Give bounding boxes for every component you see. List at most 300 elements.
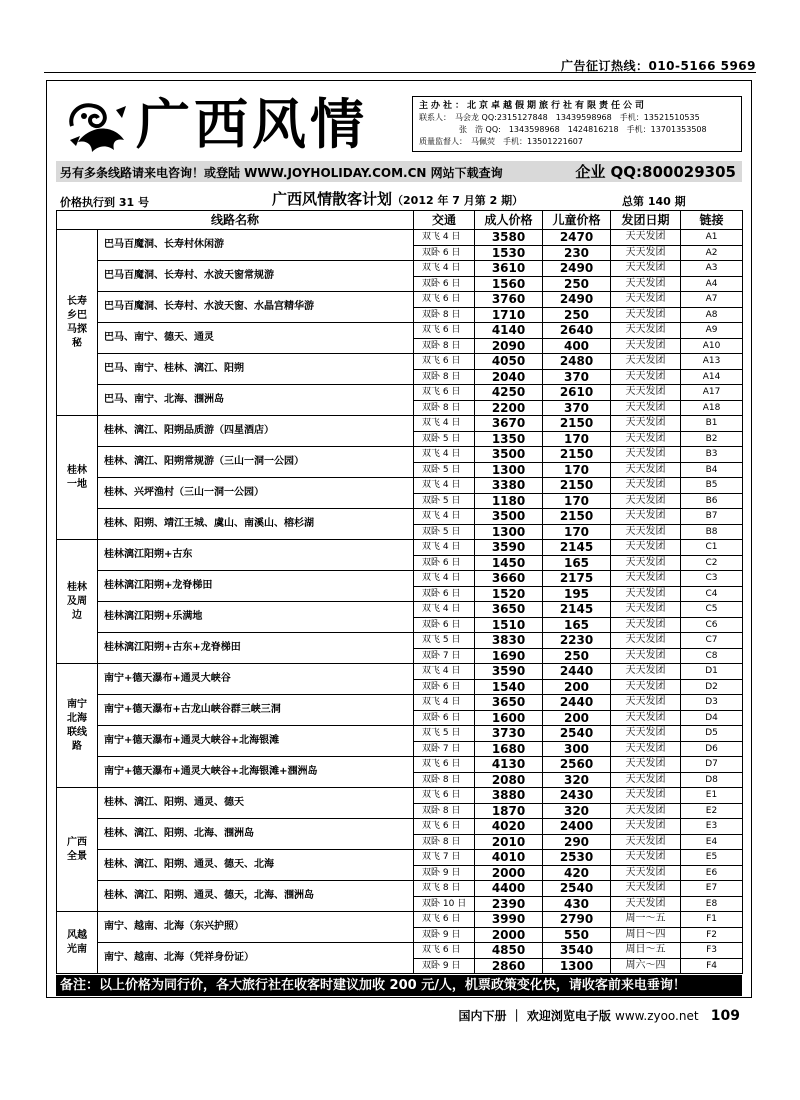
departure-date: 天天发团 xyxy=(611,571,681,587)
link-code: C3 xyxy=(681,571,743,587)
transport-cell: 双飞 6 日 xyxy=(414,385,475,401)
child-price: 420 xyxy=(543,865,611,881)
departure-date: 天天发团 xyxy=(611,834,681,850)
notice-bar: 备注：以上价格为同行价，各大旅行社在收客时建议加收 200 元/人，机票政策变化快，请收客前来电垂询！ xyxy=(56,975,742,996)
adult-price: 2080 xyxy=(475,772,543,788)
adult-price: 3580 xyxy=(475,230,543,246)
ad-hotline: 广告征订热线：010-5166 5969 xyxy=(560,59,756,73)
departure-date: 天天发团 xyxy=(611,803,681,819)
adult-price: 4050 xyxy=(475,354,543,370)
table-header-row xyxy=(57,211,743,230)
route-name: 桂林、阳朔、靖江王城、虞山、南溪山、榕杉湖 xyxy=(98,509,414,540)
child-price: 1300 xyxy=(543,958,611,974)
header-adult: 成人价格 xyxy=(475,211,543,230)
child-price: 230 xyxy=(543,245,611,261)
child-price: 2440 xyxy=(543,664,611,680)
adult-price: 2040 xyxy=(475,369,543,385)
publisher-org: 主办社：北京卓越假期旅行社有限责任公司 xyxy=(419,101,648,111)
route-name: 桂林漓江阳朔+古东 xyxy=(98,540,414,571)
departure-date: 天天发团 xyxy=(611,788,681,804)
child-price: 170 xyxy=(543,462,611,478)
transport-cell: 双飞 6 日 xyxy=(414,757,475,773)
adult-price: 3500 xyxy=(475,509,543,525)
child-price: 400 xyxy=(543,338,611,354)
child-price: 200 xyxy=(543,679,611,695)
transport-cell: 双卧 6 日 xyxy=(414,710,475,726)
departure-date: 天天发团 xyxy=(611,710,681,726)
departure-date: 天天发团 xyxy=(611,741,681,757)
table-row xyxy=(57,943,743,959)
link-code: D1 xyxy=(681,664,743,680)
link-code: A7 xyxy=(681,292,743,308)
table-row xyxy=(57,323,743,339)
link-code: B2 xyxy=(681,431,743,447)
adult-price: 3880 xyxy=(475,788,543,804)
route-name: 桂林、漓江、阳朔、北海、涠洲岛 xyxy=(98,819,414,850)
route-name: 桂林、漓江、阳朔品质游（四星酒店） xyxy=(98,416,414,447)
region-label xyxy=(57,416,98,540)
departure-date: 天天发团 xyxy=(611,555,681,571)
adult-price: 3590 xyxy=(475,540,543,556)
child-price: 2150 xyxy=(543,478,611,494)
link-code: F1 xyxy=(681,912,743,928)
region-label xyxy=(57,912,98,974)
link-code: F4 xyxy=(681,958,743,974)
route-name: 巴马百魔洞、长寿村、水波天窗、水晶宫精华游 xyxy=(98,292,414,323)
child-price: 165 xyxy=(543,617,611,633)
transport-cell: 双卧 5 日 xyxy=(414,524,475,540)
table-row xyxy=(57,633,743,649)
link-code: D2 xyxy=(681,679,743,695)
adult-price: 2090 xyxy=(475,338,543,354)
table-row xyxy=(57,695,743,711)
header-code: 链接 xyxy=(681,211,743,230)
transport-cell: 双卧 6 日 xyxy=(414,617,475,633)
link-code: D7 xyxy=(681,757,743,773)
transport-cell: 双卧 8 日 xyxy=(414,338,475,354)
adult-price: 1690 xyxy=(475,648,543,664)
adult-price: 1530 xyxy=(475,245,543,261)
route-name: 巴马、南宁、桂林、漓江、阳朔 xyxy=(98,354,414,385)
adult-price: 3660 xyxy=(475,571,543,587)
link-code: D3 xyxy=(681,695,743,711)
adult-price: 2200 xyxy=(475,400,543,416)
departure-date: 天天发团 xyxy=(611,478,681,494)
link-code: F2 xyxy=(681,927,743,943)
child-price: 290 xyxy=(543,834,611,850)
link-code: C5 xyxy=(681,602,743,618)
link-code: B7 xyxy=(681,509,743,525)
child-price: 2430 xyxy=(543,788,611,804)
price-validity: 价格执行到 31 号 xyxy=(60,196,149,209)
transport-cell: 双卧 9 日 xyxy=(414,958,475,974)
region-label-text: 广西全景 xyxy=(67,836,87,862)
child-price: 550 xyxy=(543,927,611,943)
departure-date: 天天发团 xyxy=(611,850,681,866)
transport-cell: 双卧 6 日 xyxy=(414,555,475,571)
region-label-text: 桂林一地 xyxy=(67,464,87,490)
child-price: 2640 xyxy=(543,323,611,339)
link-code: D8 xyxy=(681,772,743,788)
link-code: C7 xyxy=(681,633,743,649)
link-code: E5 xyxy=(681,850,743,866)
table-row xyxy=(57,292,743,308)
plan-subheader xyxy=(56,186,742,210)
adult-price: 4140 xyxy=(475,323,543,339)
promo-bar xyxy=(56,161,742,182)
issue-label: （2012 年 7 月第 2 期） xyxy=(392,194,524,207)
transport-cell: 双飞 4 日 xyxy=(414,230,475,246)
adult-price: 4850 xyxy=(475,943,543,959)
child-price: 320 xyxy=(543,803,611,819)
departure-date: 天天发团 xyxy=(611,400,681,416)
transport-cell: 双卧 8 日 xyxy=(414,803,475,819)
departure-date: 天天发团 xyxy=(611,261,681,277)
transport-cell: 双飞 6 日 xyxy=(414,819,475,835)
adult-price: 4020 xyxy=(475,819,543,835)
child-price: 2540 xyxy=(543,881,611,897)
departure-date: 天天发团 xyxy=(611,819,681,835)
child-price: 2480 xyxy=(543,354,611,370)
departure-date: 天天发团 xyxy=(611,447,681,463)
child-price: 250 xyxy=(543,276,611,292)
route-name: 南宁、越南、北海（东兴护照） xyxy=(98,912,414,943)
adult-price: 3650 xyxy=(475,695,543,711)
transport-cell: 双卧 6 日 xyxy=(414,245,475,261)
child-price: 250 xyxy=(543,307,611,323)
transport-cell: 双飞 4 日 xyxy=(414,571,475,587)
route-name: 桂林、漓江、阳朔、通灵、德天 xyxy=(98,788,414,819)
transport-cell: 双卧 7 日 xyxy=(414,741,475,757)
transport-cell: 双卧 8 日 xyxy=(414,369,475,385)
transport-cell: 双飞 8 日 xyxy=(414,881,475,897)
adult-price: 3730 xyxy=(475,726,543,742)
departure-date: 天天发团 xyxy=(611,245,681,261)
transport-cell: 双飞 6 日 xyxy=(414,912,475,928)
transport-cell: 双飞 6 日 xyxy=(414,354,475,370)
departure-date: 天天发团 xyxy=(611,493,681,509)
header-child: 儿童价格 xyxy=(543,211,611,230)
adult-price: 4400 xyxy=(475,881,543,897)
child-price: 195 xyxy=(543,586,611,602)
transport-cell: 双卧 8 日 xyxy=(414,400,475,416)
child-price: 170 xyxy=(543,493,611,509)
promo-text: 另有多条线路请来电咨询！或登陆 WWW.JOYHOLIDAY.COM.CN 网站下载查询 xyxy=(60,166,503,180)
header-date: 发团日期 xyxy=(611,211,681,230)
child-price: 2560 xyxy=(543,757,611,773)
route-name: 南宁+德天瀑布+古龙山峡谷群三峡三洞 xyxy=(98,695,414,726)
departure-date: 天天发团 xyxy=(611,896,681,912)
transport-cell: 双飞 4 日 xyxy=(414,664,475,680)
plan-title-text: 广西风情散客计划 xyxy=(272,190,393,208)
route-name: 巴马百魔洞、长寿村休闲游 xyxy=(98,230,414,261)
child-price: 2150 xyxy=(543,416,611,432)
departure-date: 天天发团 xyxy=(611,695,681,711)
header-route: 线路名称 xyxy=(57,211,414,230)
region-label-text: 南宁北海联线路 xyxy=(67,698,87,752)
child-price: 2150 xyxy=(543,447,611,463)
region-label xyxy=(57,230,98,416)
region-label-text: 风越光南 xyxy=(67,929,87,955)
transport-cell: 双卧 6 日 xyxy=(414,276,475,292)
route-name: 南宁+德天瀑布+通灵大峡谷+北海银滩+涠洲岛 xyxy=(98,757,414,788)
adult-price: 2860 xyxy=(475,958,543,974)
link-code: C2 xyxy=(681,555,743,571)
link-code: B6 xyxy=(681,493,743,509)
departure-date: 天天发团 xyxy=(611,462,681,478)
adult-price: 3760 xyxy=(475,292,543,308)
link-code: D4 xyxy=(681,710,743,726)
table-row xyxy=(57,819,743,835)
link-code: A3 xyxy=(681,261,743,277)
transport-cell: 双卧 9 日 xyxy=(414,927,475,943)
table-row xyxy=(57,912,743,928)
region-label xyxy=(57,540,98,664)
table-row xyxy=(57,664,743,680)
route-name: 桂林、漓江、阳朔、通灵、德天、北海 xyxy=(98,850,414,881)
link-code: B5 xyxy=(681,478,743,494)
link-code: E6 xyxy=(681,865,743,881)
adult-price: 1300 xyxy=(475,524,543,540)
adult-price: 1540 xyxy=(475,679,543,695)
child-price: 2230 xyxy=(543,633,611,649)
adult-price: 4130 xyxy=(475,757,543,773)
transport-cell: 双卧 5 日 xyxy=(414,493,475,509)
transport-cell: 双飞 6 日 xyxy=(414,323,475,339)
departure-date: 天天发团 xyxy=(611,230,681,246)
departure-date: 天天发团 xyxy=(611,524,681,540)
link-code: D5 xyxy=(681,726,743,742)
link-code: C1 xyxy=(681,540,743,556)
adult-price: 4010 xyxy=(475,850,543,866)
departure-date: 天天发团 xyxy=(611,633,681,649)
table-row xyxy=(57,881,743,897)
title-banner xyxy=(60,92,406,158)
header-rule xyxy=(44,72,756,73)
child-price: 2145 xyxy=(543,540,611,556)
link-code: B1 xyxy=(681,416,743,432)
transport-cell: 双卧 5 日 xyxy=(414,462,475,478)
dragon-logo-icon xyxy=(64,96,132,156)
adult-price: 1560 xyxy=(475,276,543,292)
transport-cell: 双飞 4 日 xyxy=(414,695,475,711)
departure-date: 周六～四 xyxy=(611,958,681,974)
table-row xyxy=(57,416,743,432)
route-name: 巴马百魔洞、长寿村、水波天窗常规游 xyxy=(98,261,414,292)
transport-cell: 双卧 6 日 xyxy=(414,586,475,602)
link-code: A8 xyxy=(681,307,743,323)
adult-price: 1870 xyxy=(475,803,543,819)
adult-price: 1300 xyxy=(475,462,543,478)
route-name: 南宁+德天瀑布+通灵大峡谷+北海银滩 xyxy=(98,726,414,757)
transport-cell: 双飞 6 日 xyxy=(414,788,475,804)
departure-date: 天天发团 xyxy=(611,354,681,370)
departure-date: 天天发团 xyxy=(611,431,681,447)
table-row xyxy=(57,757,743,773)
transport-cell: 双飞 4 日 xyxy=(414,447,475,463)
transport-cell: 双卧 8 日 xyxy=(414,834,475,850)
link-code: E3 xyxy=(681,819,743,835)
region-label-text: 长寿乡巴马探秘 xyxy=(67,295,87,349)
departure-date: 天天发团 xyxy=(611,586,681,602)
child-price: 2150 xyxy=(543,509,611,525)
child-price: 2400 xyxy=(543,819,611,835)
link-code: C8 xyxy=(681,648,743,664)
link-code: E4 xyxy=(681,834,743,850)
table-row xyxy=(57,230,743,246)
adult-price: 2390 xyxy=(475,896,543,912)
table-row xyxy=(57,509,743,525)
departure-date: 天天发团 xyxy=(611,307,681,323)
adult-price: 3830 xyxy=(475,633,543,649)
brand-title: 广西风情 xyxy=(136,92,368,156)
route-name: 巴马、南宁、北海、涠洲岛 xyxy=(98,385,414,416)
price-table xyxy=(56,210,743,974)
child-price: 2530 xyxy=(543,850,611,866)
link-code: A18 xyxy=(681,400,743,416)
table-row xyxy=(57,602,743,618)
adult-price: 1450 xyxy=(475,555,543,571)
footer-label: 国内下册 ｜ 欢迎浏览电子版 xyxy=(458,1009,611,1023)
child-price: 370 xyxy=(543,369,611,385)
child-price: 2540 xyxy=(543,726,611,742)
page-number: 109 xyxy=(710,1008,740,1024)
link-code: B8 xyxy=(681,524,743,540)
transport-cell: 双飞 6 日 xyxy=(414,292,475,308)
link-code: A1 xyxy=(681,230,743,246)
link-code: E7 xyxy=(681,881,743,897)
route-name: 桂林漓江阳朔+古东+龙脊梯田 xyxy=(98,633,414,664)
child-price: 200 xyxy=(543,710,611,726)
transport-cell: 双飞 4 日 xyxy=(414,602,475,618)
table-row xyxy=(57,447,743,463)
link-code: F3 xyxy=(681,943,743,959)
link-code: B3 xyxy=(681,447,743,463)
link-code: D6 xyxy=(681,741,743,757)
link-code: B4 xyxy=(681,462,743,478)
departure-date: 周日～四 xyxy=(611,927,681,943)
link-code: A13 xyxy=(681,354,743,370)
table-row xyxy=(57,385,743,401)
departure-date: 天天发团 xyxy=(611,664,681,680)
departure-date: 天天发团 xyxy=(611,679,681,695)
plan-title xyxy=(272,188,523,209)
child-price: 170 xyxy=(543,431,611,447)
departure-date: 天天发团 xyxy=(611,323,681,339)
departure-date: 天天发团 xyxy=(611,617,681,633)
transport-cell: 双飞 7 日 xyxy=(414,850,475,866)
table-row xyxy=(57,354,743,370)
enterprise-qq: 企业 QQ:800029305 xyxy=(575,163,736,181)
route-name: 南宁+德天瀑布+通灵大峡谷 xyxy=(98,664,414,695)
transport-cell: 双卧 7 日 xyxy=(414,648,475,664)
transport-cell: 双飞 5 日 xyxy=(414,633,475,649)
adult-price: 3670 xyxy=(475,416,543,432)
child-price: 2145 xyxy=(543,602,611,618)
quality-supervisor: 质量监督人： 马佩荧 手机：13501221607 xyxy=(419,137,583,146)
transport-cell: 双卧 9 日 xyxy=(414,865,475,881)
publisher-box xyxy=(412,96,742,152)
table-row xyxy=(57,850,743,866)
page-footer xyxy=(458,1007,740,1024)
child-price: 2175 xyxy=(543,571,611,587)
transport-cell: 双飞 5 日 xyxy=(414,726,475,742)
total-issue: 总第 140 期 xyxy=(622,195,686,208)
route-name: 巴马、南宁、德天、通灵 xyxy=(98,323,414,354)
transport-cell: 双卧 8 日 xyxy=(414,772,475,788)
child-price: 430 xyxy=(543,896,611,912)
child-price: 3540 xyxy=(543,943,611,959)
departure-date: 周一～五 xyxy=(611,912,681,928)
departure-date: 天天发团 xyxy=(611,772,681,788)
table-row xyxy=(57,571,743,587)
child-price: 2790 xyxy=(543,912,611,928)
footer-url[interactable]: www.zyoo.net xyxy=(615,1009,699,1023)
child-price: 2440 xyxy=(543,695,611,711)
transport-cell: 双飞 4 日 xyxy=(414,509,475,525)
departure-date: 天天发团 xyxy=(611,416,681,432)
adult-price: 1520 xyxy=(475,586,543,602)
table-row xyxy=(57,540,743,556)
adult-price: 4250 xyxy=(475,385,543,401)
table-row xyxy=(57,726,743,742)
child-price: 370 xyxy=(543,400,611,416)
transport-cell: 双卧 8 日 xyxy=(414,307,475,323)
child-price: 2490 xyxy=(543,292,611,308)
route-name: 南宁、越南、北海（凭祥身份证） xyxy=(98,943,414,974)
departure-date: 天天发团 xyxy=(611,276,681,292)
adult-price: 3990 xyxy=(475,912,543,928)
region-label xyxy=(57,788,98,912)
transport-cell: 双飞 6 日 xyxy=(414,943,475,959)
child-price: 300 xyxy=(543,741,611,757)
link-code: A10 xyxy=(681,338,743,354)
adult-price: 3380 xyxy=(475,478,543,494)
departure-date: 天天发团 xyxy=(611,338,681,354)
contact-line-1: 联系人： 马会龙 QQ:2315127848 13439598968 手机：13521510535 xyxy=(419,113,700,122)
adult-price: 1710 xyxy=(475,307,543,323)
link-code: C4 xyxy=(681,586,743,602)
adult-price: 3610 xyxy=(475,261,543,277)
adult-price: 3590 xyxy=(475,664,543,680)
departure-date: 天天发团 xyxy=(611,509,681,525)
transport-cell: 双卧 10 日 xyxy=(414,896,475,912)
adult-price: 1350 xyxy=(475,431,543,447)
route-name: 桂林、漓江、阳朔、通灵、德天，北海、涠洲岛 xyxy=(98,881,414,912)
region-label xyxy=(57,664,98,788)
route-name: 桂林漓江阳朔+龙脊梯田 xyxy=(98,571,414,602)
link-code: A17 xyxy=(681,385,743,401)
adult-price: 2000 xyxy=(475,865,543,881)
departure-date: 天天发团 xyxy=(611,648,681,664)
departure-date: 天天发团 xyxy=(611,726,681,742)
link-code: A4 xyxy=(681,276,743,292)
route-name: 桂林漓江阳朔+乐满地 xyxy=(98,602,414,633)
departure-date: 天天发团 xyxy=(611,881,681,897)
header-transport: 交通 xyxy=(414,211,475,230)
adult-price: 3650 xyxy=(475,602,543,618)
transport-cell: 双飞 4 日 xyxy=(414,416,475,432)
child-price: 320 xyxy=(543,772,611,788)
adult-price: 2000 xyxy=(475,927,543,943)
adult-price: 1600 xyxy=(475,710,543,726)
adult-price: 3500 xyxy=(475,447,543,463)
adult-price: 2010 xyxy=(475,834,543,850)
child-price: 2470 xyxy=(543,230,611,246)
adult-price: 1180 xyxy=(475,493,543,509)
adult-price: 1680 xyxy=(475,741,543,757)
departure-date: 天天发团 xyxy=(611,385,681,401)
